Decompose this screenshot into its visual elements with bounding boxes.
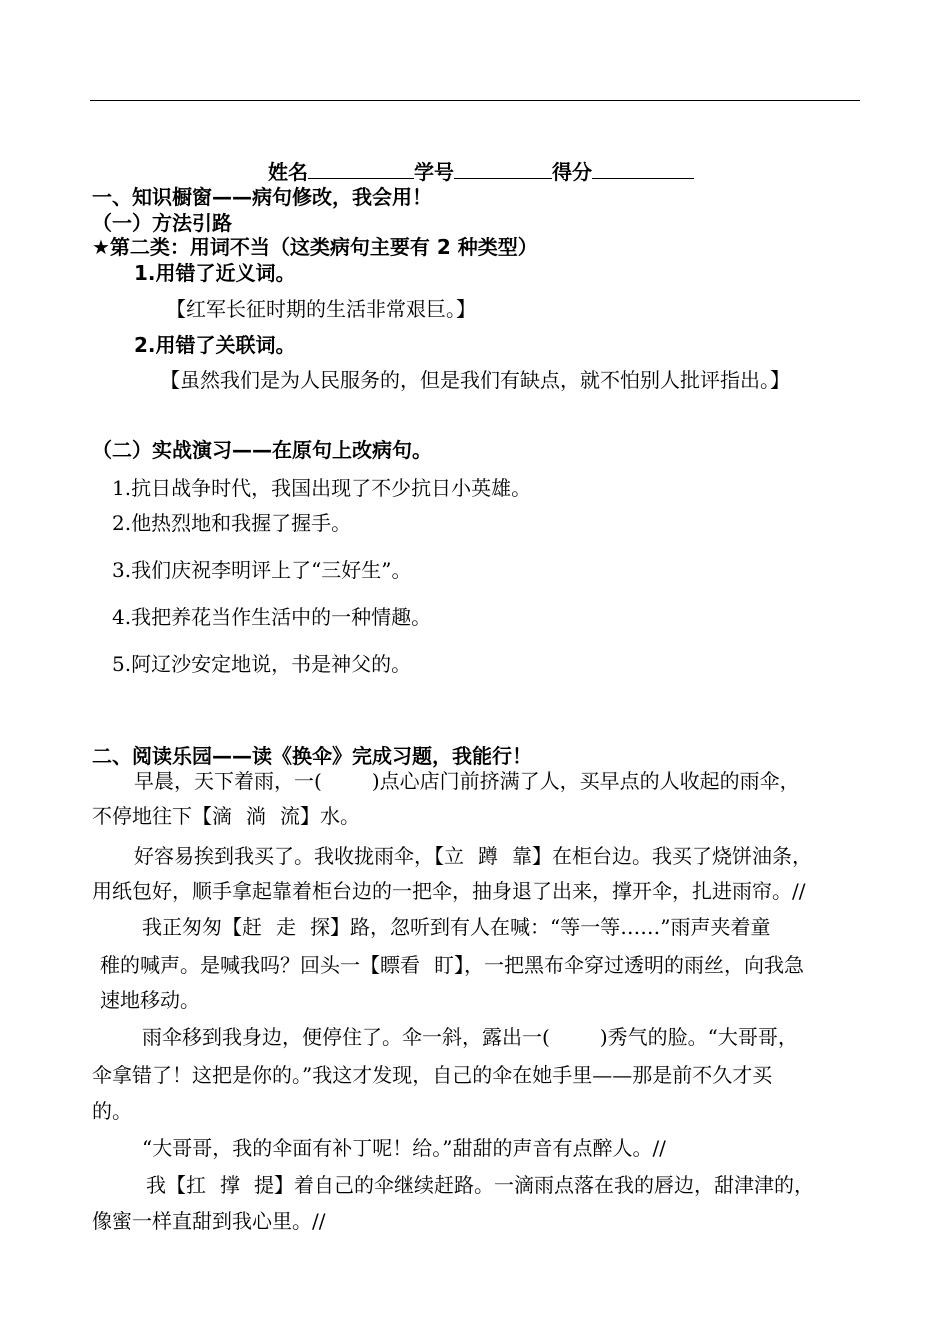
passage-line: 用纸包好，顺手拿起靠着柜台边的一把伞，抽身退了出来，撑开伞，扎进雨帘。// <box>92 879 806 903</box>
exercise-item: 2.他热烈地和我握了握手。 <box>112 511 352 535</box>
passage-text: 靠】在柜台边。我买了烧饼油条， <box>512 844 812 868</box>
passage-line: 伞拿错了！这把是你的。”我这才发现，自己的伞在她手里——那是前不久才买 <box>92 1063 773 1087</box>
passage-line <box>134 843 812 869</box>
exercise-item: 3.我们庆祝李明评上了“三好生”。 <box>112 558 412 582</box>
passage-text: 早晨，天下着雨，一( <box>134 769 322 793</box>
passage-line <box>146 1172 814 1198</box>
choice-text: 我【扛 <box>146 1173 206 1197</box>
passage-line <box>100 952 804 978</box>
choice-text: 我正匆匆【赶 <box>142 915 262 939</box>
passage-line: 速地移动。 <box>100 988 200 1012</box>
example1: 【红军长征时期的生活非常艰巨。】 <box>166 297 476 321</box>
passage-text: 提】着自己的伞继续赶路。一滴雨点落在我的唇边，甜津津的， <box>254 1173 814 1197</box>
example2: 【虽然我们是为人民服务的，但是我们有缺点，就不怕别人批评指出。】 <box>160 368 790 392</box>
section1-sub2: （二）实战演习——在原句上改病句。 <box>92 438 432 462</box>
section1-sub1: （一）方法引路 <box>92 211 232 235</box>
passage-line <box>134 768 800 794</box>
passage-line <box>142 914 770 940</box>
student-info-line <box>268 158 694 185</box>
score-field[interactable] <box>592 158 694 179</box>
choice-text: 稚的喊声。是喊我吗？回头一【瞟看 <box>100 953 420 977</box>
passage-text: 流】水。 <box>280 804 360 828</box>
section1-title: 一、知识橱窗——病句修改，我会用！ <box>92 185 432 209</box>
id-field[interactable] <box>454 158 552 179</box>
choice-text: 不停地往下【滴 <box>92 804 232 828</box>
passage-line: 的。 <box>92 1099 132 1123</box>
id-label: 学号 <box>414 160 454 184</box>
name-field[interactable] <box>308 158 414 179</box>
passage-line: “大哥哥，我的伞面有补丁呢！给。”甜甜的声音有点醉人。// <box>142 1136 666 1160</box>
passage-text: )点心店门前挤满了人，买早点的人收起的雨伞， <box>371 769 800 793</box>
type2-heading: 2.用错了关联词。 <box>134 333 296 357</box>
score-label: 得分 <box>552 160 592 184</box>
name-label: 姓名 <box>268 160 308 184</box>
category-heading: ★第二类：用词不当（这类病句主要有 2 种类型） <box>92 235 538 259</box>
choice-text: 撑 <box>220 1173 240 1197</box>
passage-text: 探】路，忽听到有人在喊：“等一等……”雨声夹着童 <box>310 915 771 939</box>
passage-text: 雨伞移到我身边，便停住了。伞一斜，露出一( <box>142 1025 550 1049</box>
passage-text: 盯】，一把黑布伞穿过透明的雨丝，向我急 <box>434 953 804 977</box>
choice-text: 淌 <box>246 804 266 828</box>
passage-text: )秀气的脸。“大哥哥， <box>599 1025 798 1049</box>
passage-line: 像蜜一样直甜到我心里。// <box>92 1209 326 1233</box>
exercise-item: 1.抗日战争时代，我国出现了不少抗日小英雄。 <box>112 476 532 500</box>
type1-heading: 1.用错了近义词。 <box>134 261 296 285</box>
passage-line <box>92 803 360 829</box>
exercise-item: 5.阿辽沙安定地说，书是神父的。 <box>112 652 412 676</box>
top-rule <box>90 100 860 101</box>
choice-text: 走 <box>276 915 296 939</box>
choice-text: 蹲 <box>478 844 498 868</box>
choice-text: 好容易挨到我买了。我收拢雨伞，【立 <box>134 844 464 868</box>
passage-line <box>142 1024 798 1050</box>
section2-title: 二、阅读乐园——读《换伞》完成习题，我能行！ <box>92 744 532 768</box>
exercise-item: 4.我把养花当作生活中的一种情趣。 <box>112 605 432 629</box>
